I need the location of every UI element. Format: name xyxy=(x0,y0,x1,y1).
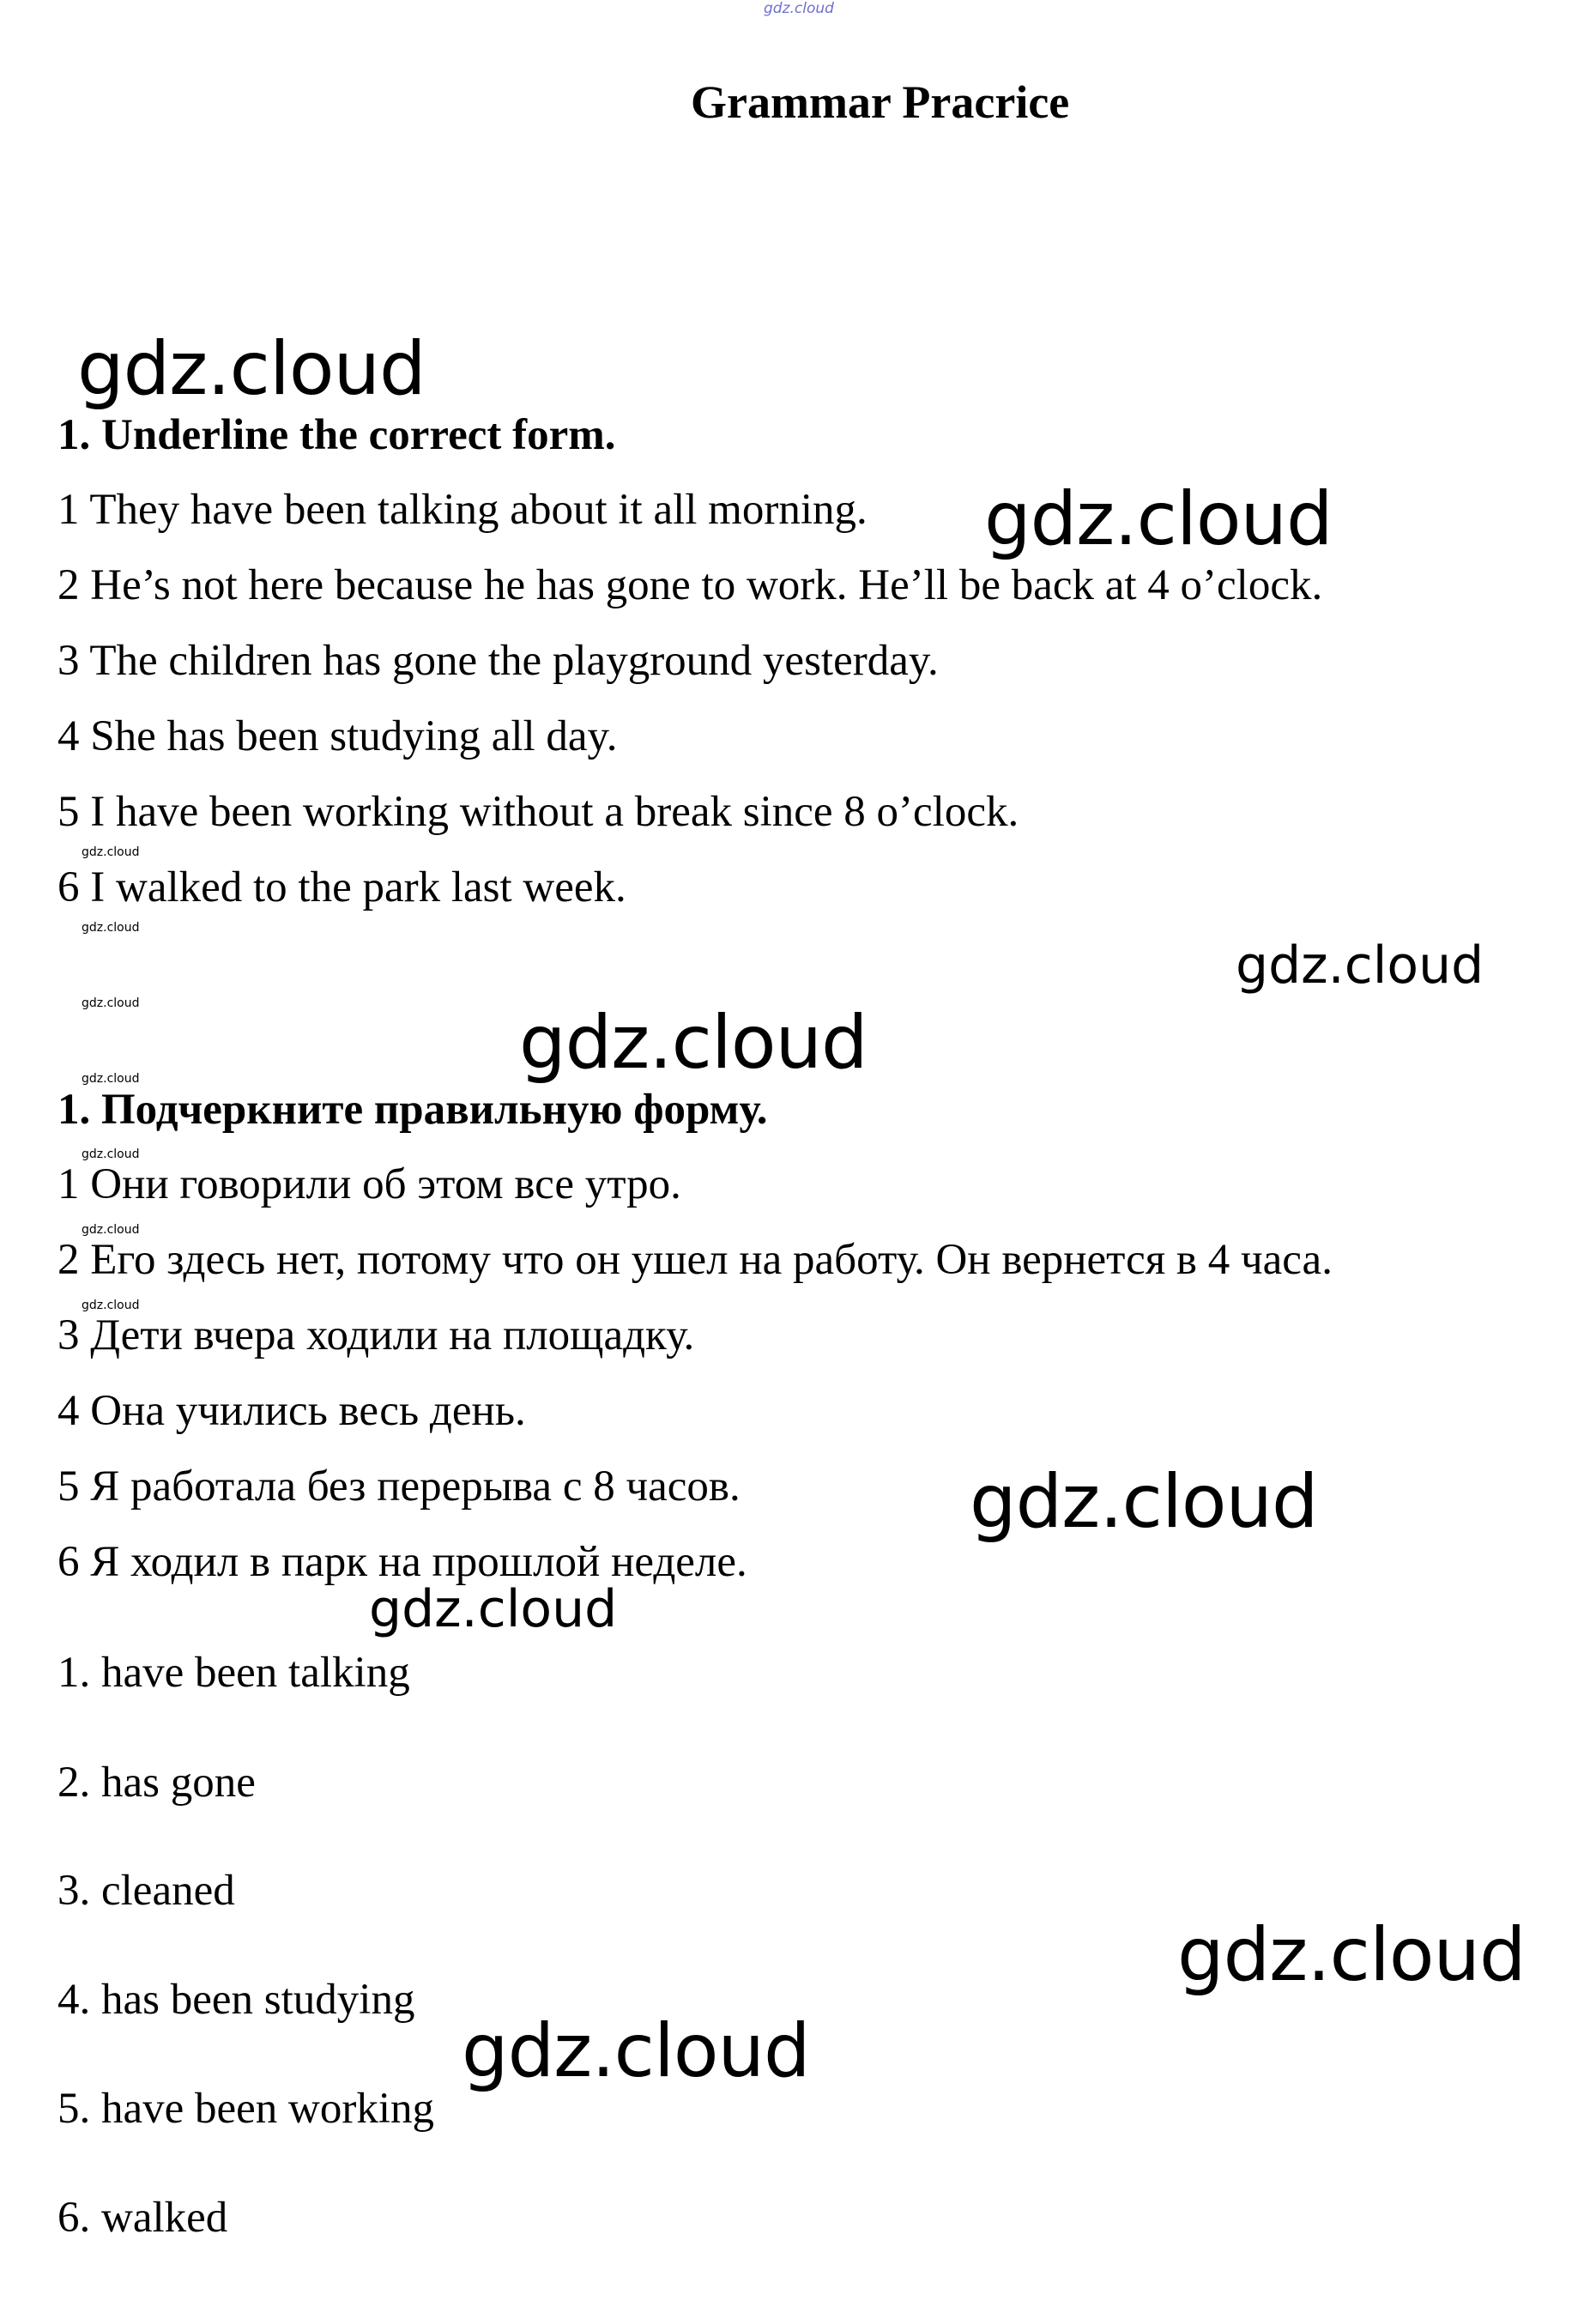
page-title: Grammar Pracrice xyxy=(691,76,1070,128)
answer-item-5: 5. have been working xyxy=(57,2085,435,2133)
top-watermark: gdz.cloud xyxy=(764,0,834,17)
answer-item-4: 4. has been studying xyxy=(57,1976,415,2024)
exercise-en-item-6: 6 I walked to the park last week. xyxy=(57,863,626,911)
answer-item-6: 6. walked xyxy=(57,2194,228,2242)
exercise-ru-heading: 1. Подчеркните правильную форму. xyxy=(57,1086,768,1134)
watermark-small: gdz.cloud xyxy=(82,1072,140,1086)
exercise-en-item-5: 5 I have been working without a break since 8 o’clock. xyxy=(57,788,1019,836)
watermark-small: gdz.cloud xyxy=(82,996,140,1010)
exercise-ru-item-6: 6 Я ходил в парк на прошлой неделе. xyxy=(57,1538,747,1586)
watermark-small: gdz.cloud xyxy=(82,845,140,859)
watermark: gdz.cloud xyxy=(970,1459,1318,1545)
watermark-small: gdz.cloud xyxy=(82,1223,140,1237)
exercise-ru-item-1: 1 Они говорили об этом все утро. xyxy=(57,1160,681,1208)
exercise-en-heading: 1. Underline the correct form. xyxy=(57,411,616,459)
exercise-ru-item-4: 4 Она учились весь день. xyxy=(57,1387,526,1435)
watermark-small: gdz.cloud xyxy=(82,1147,140,1161)
exercise-ru-item-3: 3 Дети вчера ходили на площадку. xyxy=(57,1311,695,1359)
exercise-ru-item-2: 2 Его здесь нет, потому что он ушел на работу. Он вернется в 4 часа. xyxy=(57,1236,1333,1284)
watermark: gdz.cloud xyxy=(77,326,426,412)
watermark: gdz.cloud xyxy=(984,476,1333,562)
watermark: gdz.cloud xyxy=(462,2008,810,2094)
watermark: gdz.cloud xyxy=(519,1000,868,1086)
exercise-en-item-3: 3 The children has gone the playground yesterday. xyxy=(57,637,939,685)
exercise-ru-item-5: 5 Я работала без перерыва с 8 часов. xyxy=(57,1462,741,1511)
watermark: gdz.cloud xyxy=(1177,1912,1526,1998)
answer-item-2: 2. has gone xyxy=(57,1759,256,1807)
watermark-small: gdz.cloud xyxy=(82,1299,140,1312)
answer-item-3: 3. cleaned xyxy=(57,1867,235,1915)
exercise-en-item-2: 2 He’s not here because he has gone to work. He’ll be back at 4 o’clock. xyxy=(57,561,1323,609)
answer-item-1: 1. have been talking xyxy=(57,1649,410,1697)
exercise-en-item-4: 4 She has been studying all day. xyxy=(57,712,618,760)
watermark: gdz.cloud xyxy=(369,1579,618,1639)
exercise-en-item-1: 1 They have been talking about it all morning. xyxy=(57,486,868,534)
watermark-small: gdz.cloud xyxy=(82,921,140,935)
watermark: gdz.cloud xyxy=(1236,935,1484,996)
